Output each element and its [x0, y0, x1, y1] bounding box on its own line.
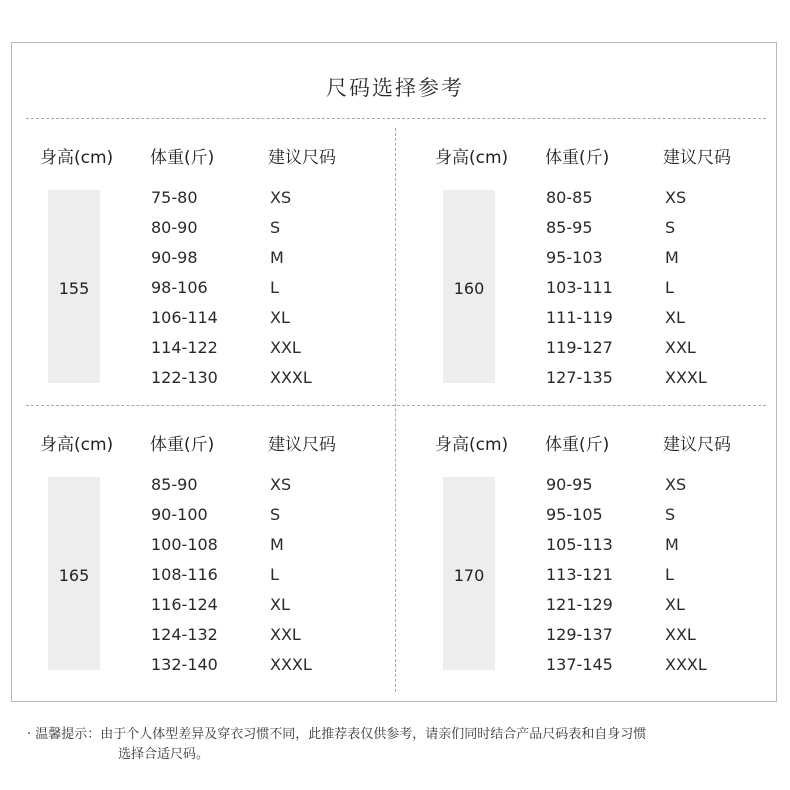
- weight-cell: 127-135: [546, 368, 613, 387]
- height-value: 165: [58, 566, 90, 585]
- weight-cell: 108-116: [151, 565, 218, 584]
- weight-cell: 95-103: [546, 248, 603, 267]
- table-row: [30, 655, 390, 679]
- size-cell: L: [270, 565, 279, 584]
- table-row: [425, 278, 785, 302]
- header-size: 建议尺码: [663, 435, 731, 455]
- weight-cell: 122-130: [151, 368, 218, 387]
- header-height: 身高(cm): [435, 435, 509, 455]
- table-row: [425, 655, 785, 679]
- weight-cell: 90-98: [151, 248, 198, 267]
- divider-top: [26, 118, 766, 119]
- size-cell: M: [270, 248, 284, 267]
- table-row: [425, 248, 785, 272]
- size-cell: M: [665, 535, 679, 554]
- header-height: 身高(cm): [40, 435, 114, 455]
- table-row: [30, 475, 390, 499]
- weight-cell: 80-85: [546, 188, 593, 207]
- note-line-1: · 温馨提示：由于个人体型差异及穿衣习惯不同，此推荐表仅供参考，请亲们同时结合产品尺码表和自身习惯: [27, 727, 647, 742]
- size-cell: XXXL: [665, 368, 707, 387]
- table-row: [30, 278, 390, 302]
- weight-cell: 111-119: [546, 308, 613, 327]
- weight-cell: 90-100: [151, 505, 208, 524]
- height-value: 160: [453, 279, 485, 298]
- weight-cell: 132-140: [151, 655, 218, 674]
- table-row: [30, 218, 390, 242]
- size-cell: XS: [270, 188, 292, 207]
- table-row: [425, 625, 785, 649]
- weight-cell: 106-114: [151, 308, 218, 327]
- size-cell: XXL: [270, 338, 301, 357]
- table-row: [30, 368, 390, 392]
- size-cell: XL: [665, 308, 685, 327]
- size-cell: XXL: [270, 625, 301, 644]
- size-table-155: [30, 143, 390, 403]
- table-row: [30, 308, 390, 332]
- table-row: [30, 535, 390, 559]
- weight-cell: 124-132: [151, 625, 218, 644]
- table-row: [425, 338, 785, 362]
- table-row: [425, 368, 785, 392]
- table-row: [30, 248, 390, 272]
- size-cell: S: [270, 218, 281, 237]
- size-cell: L: [665, 278, 674, 297]
- size-cell: XL: [270, 308, 290, 327]
- weight-cell: 100-108: [151, 535, 218, 554]
- divider-vertical: [395, 128, 396, 692]
- size-cell: S: [665, 218, 676, 237]
- size-cell: XL: [665, 595, 685, 614]
- weight-cell: 121-129: [546, 595, 613, 614]
- weight-cell: 98-106: [151, 278, 208, 297]
- weight-cell: 85-90: [151, 475, 198, 494]
- header-weight: 体重(斤): [150, 435, 215, 455]
- table-row: [30, 565, 390, 589]
- header-weight: 体重(斤): [150, 148, 215, 168]
- size-table-160: [425, 143, 785, 403]
- table-row: [425, 188, 785, 212]
- weight-cell: 116-124: [151, 595, 218, 614]
- table-row: [30, 188, 390, 212]
- size-tip-note: [27, 725, 767, 765]
- table-row: [425, 308, 785, 332]
- table-row: [425, 595, 785, 619]
- weight-cell: 103-111: [546, 278, 613, 297]
- note-line-2: 选择合适尺码。: [118, 747, 210, 762]
- height-value: 155: [58, 279, 90, 298]
- weight-cell: 85-95: [546, 218, 593, 237]
- weight-cell: 95-105: [546, 505, 603, 524]
- header-height: 身高(cm): [435, 148, 509, 168]
- weight-cell: 137-145: [546, 655, 613, 674]
- weight-cell: 119-127: [546, 338, 613, 357]
- weight-cell: 80-90: [151, 218, 198, 237]
- weight-cell: 114-122: [151, 338, 218, 357]
- size-cell: XS: [665, 475, 687, 494]
- size-cell: M: [270, 535, 284, 554]
- table-row: [425, 218, 785, 242]
- table-row: [30, 338, 390, 362]
- weight-cell: 129-137: [546, 625, 613, 644]
- weight-cell: 105-113: [546, 535, 613, 554]
- table-row: [30, 595, 390, 619]
- weight-cell: 113-121: [546, 565, 613, 584]
- header-weight: 体重(斤): [545, 435, 610, 455]
- table-row: [425, 475, 785, 499]
- size-cell: M: [665, 248, 679, 267]
- header-weight: 体重(斤): [545, 148, 610, 168]
- size-cell: L: [270, 278, 279, 297]
- size-cell: XXL: [665, 625, 696, 644]
- size-cell: XXXL: [270, 368, 312, 387]
- size-table-170: [425, 430, 785, 690]
- header-height: 身高(cm): [40, 148, 114, 168]
- height-value: 170: [453, 566, 485, 585]
- table-row: [425, 565, 785, 589]
- size-cell: S: [665, 505, 676, 524]
- table-row: [30, 625, 390, 649]
- header-size: 建议尺码: [663, 148, 731, 168]
- table-row: [30, 505, 390, 529]
- size-cell: XS: [270, 475, 292, 494]
- weight-cell: 90-95: [546, 475, 593, 494]
- header-size: 建议尺码: [268, 435, 336, 455]
- size-cell: XXXL: [270, 655, 312, 674]
- size-cell: S: [270, 505, 281, 524]
- table-row: [425, 535, 785, 559]
- size-cell: XXXL: [665, 655, 707, 674]
- weight-cell: 75-80: [151, 188, 198, 207]
- header-size: 建议尺码: [268, 148, 336, 168]
- size-cell: XS: [665, 188, 687, 207]
- table-row: [425, 505, 785, 529]
- size-cell: L: [665, 565, 674, 584]
- size-cell: XXL: [665, 338, 696, 357]
- size-cell: XL: [270, 595, 290, 614]
- page-title: 尺码选择参考: [326, 76, 464, 100]
- divider-middle: [26, 405, 766, 406]
- size-table-165: [30, 430, 390, 690]
